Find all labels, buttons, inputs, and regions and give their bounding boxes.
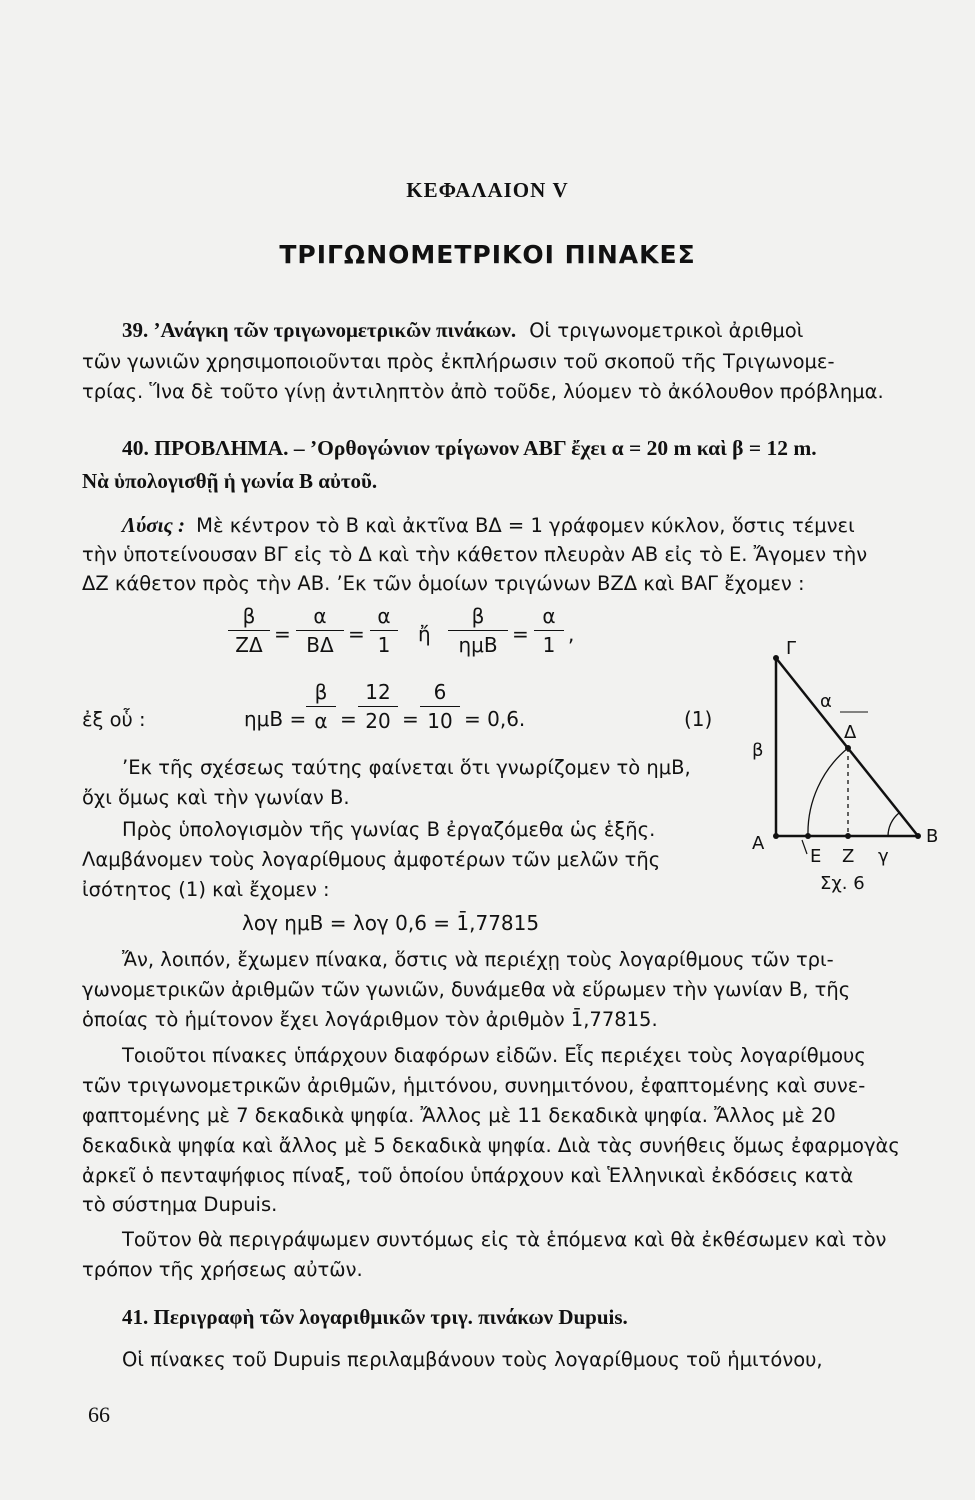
numerator: β — [448, 604, 508, 631]
denominator: ΒΔ — [306, 633, 334, 657]
section-41-line-1: Οἱ πίνακες τοῦ Dupuis περιλαμβάνουν τοὺς λογαρίθμους τοῦ ἡμιτόνου, — [122, 1348, 823, 1371]
solution-text: Μὲ κέντρον τὸ Β καὶ ἀκτῖνα ΒΔ = 1 γράφομεν κύκλον, ὅστις τέμνει — [196, 514, 855, 537]
label-delta: Δ — [844, 722, 857, 743]
paragraph-line: Ἄν, λοιπόν, ἔχωμεν πίνακα, ὅστις νὰ περιέχῃ τοὺς λογαρίθμους τῶν τρι- — [122, 948, 834, 971]
fraction — [296, 604, 344, 657]
comma: , — [568, 622, 575, 646]
denominator: α — [314, 709, 328, 733]
paragraph-line: τὸ σύστημα Dupuis. — [82, 1193, 278, 1216]
equals-sign: = — [274, 622, 291, 646]
figure-caption: Σχ. 6 — [820, 873, 865, 894]
point-delta — [845, 745, 851, 751]
equation-number: (1) — [684, 707, 713, 731]
denominator: ΖΔ — [235, 633, 263, 657]
solution-line-2: τὴν ὑποτείνουσαν ΒΓ εἰς τὸ Δ καὶ τὴν κάθετον πλευρὰν ΑΒ εἰς τὸ Ε. Ἄγομεν τὴν — [82, 543, 868, 566]
label-gamma: γ — [878, 846, 889, 867]
paragraph-line: ὄχι ὅμως καὶ τὴν γωνίαν Β. — [82, 786, 350, 809]
denominator: 20 — [365, 709, 391, 733]
fraction — [534, 604, 564, 657]
equals-sign: = — [512, 622, 529, 646]
paragraph-line: Τοῦτον θὰ περιγράψωμεν συντόμως εἰς τὰ ἑπόμενα καὶ θὰ ἐκθέσωμεν καὶ τὸν — [122, 1228, 887, 1251]
solution-label: Λύσις : — [122, 513, 186, 537]
section-39-line-2: τῶν γωνιῶν χρησιμοποιοῦνται πρὸς ἐκπλήρωσιν τοῦ σκοποῦ τῆς Τριγωνομε- — [82, 350, 835, 373]
page-number: 66 — [88, 1402, 110, 1427]
chapter-heading: ΚΕΦΑΛΑΙΟΝ V — [406, 178, 569, 202]
fraction — [420, 680, 460, 733]
equals-sign: = — [348, 622, 365, 646]
chapter-title: ΤΡΙΓΩΝΟΜΕΤΡΙΚΟΙ ΠΙΝΑΚΕΣ — [279, 240, 696, 269]
numerator: β — [228, 604, 270, 631]
label-a: Α — [752, 833, 765, 854]
denominator: 10 — [427, 709, 453, 733]
numerator: 12 — [358, 680, 398, 707]
section-39-line-3: τρίας. Ἵνα δὲ τοῦτο γίνῃ ἀντιληπτὸν ἀπὸ τοῦδε, λύομεν τὸ ἀκόλουθον πρόβλημα. — [82, 380, 884, 403]
figure-right-triangle — [740, 640, 950, 900]
paragraph-line: τῶν τριγωνομετρικῶν ἀριθμῶν, ἡμιτόνου, συνημιτόνου, ἐφαπτομένης καὶ συνε- — [82, 1074, 866, 1097]
fraction — [358, 680, 398, 733]
arc — [808, 748, 848, 836]
paragraph-line: φαπτομένης μὲ 7 δεκαδικὰ ψηφία. Ἄλλος μὲ 11 δεκαδικὰ ψηφία. Ἄλλος μὲ 20 — [82, 1104, 836, 1127]
section-39-first-line — [122, 318, 803, 343]
point-e — [805, 833, 811, 839]
fraction — [370, 604, 398, 657]
numerator: 6 — [420, 680, 460, 707]
paragraph-line: Λαμβάνομεν τοὺς λογαρίθμους ἀμφοτέρων τῶν μελῶν τῆς — [82, 848, 661, 871]
paragraph-line: τρόπον τῆς χρήσεως αὐτῶν. — [82, 1258, 363, 1281]
paragraph-line: ὁποίας τὸ ἡμίτονον ἔχει λογάριθμον τὸν ἀριθμὸν 1̄,77815. — [82, 1008, 658, 1031]
paragraph-line: ἀρκεῖ ὁ πενταψήφιος πίναξ, τοῦ ὁποίου ὑπάρχουν καὶ Ἑλληνικαὶ ἐκδόσεις κατὰ — [82, 1164, 854, 1187]
sine-b-lhs: ημΒ = — [244, 707, 307, 731]
label-g: Γ — [786, 640, 797, 659]
log-equation: λογ ημΒ = λογ 0,6 = 1̄,77815 — [242, 911, 540, 935]
label-beta: β — [752, 740, 764, 761]
from-which-label: ἐξ οὗ : — [82, 708, 146, 731]
denominator: 1 — [542, 633, 556, 657]
tick-e — [802, 840, 807, 854]
numerator: α — [370, 604, 398, 631]
solution-first-line — [122, 513, 855, 538]
paragraph-line: Πρὸς ὑπολογισμὸν τῆς γωνίας Β ἐργαζόμεθα ὡς ἑξῆς. — [122, 818, 656, 841]
equals-sign: = — [340, 707, 357, 731]
angle-gamma-arc — [888, 813, 899, 836]
label-alpha: α — [820, 691, 832, 712]
denominator: 1 — [377, 633, 391, 657]
fraction — [228, 604, 270, 657]
solution-line-3: ΔΖ κάθετον πρὸς τὴν ΑΒ. ’Εκ τῶν ὁμοίων τριγώνων ΒΖΔ καὶ ΒΑΓ ἔχομεν : — [82, 572, 805, 595]
label-z: Ζ — [842, 846, 855, 867]
numerator: α — [534, 604, 564, 631]
paragraph-line: ἰσότητος (1) καὶ ἔχομεν : — [82, 878, 330, 901]
section-39-text: Οἱ τριγωνομετρικοὶ ἀριθμοὶ — [529, 319, 804, 342]
result-value: = 0,6. — [464, 707, 526, 731]
numerator: β — [306, 680, 336, 707]
paragraph-line: ’Εκ τῆς σχέσεως ταύτης φαίνεται ὅτι γνωρίζομεν τὸ ημΒ, — [122, 756, 691, 779]
paragraph-line: Τοιοῦτοι πίνακες ὑπάρχουν διαφόρων εἰδῶν. Εἷς περιέχει τοὺς λογαρίθμους — [122, 1044, 866, 1067]
paragraph-line: γωνομετρικῶν ἀριθμῶν τῶν γωνιῶν, δυνάμεθα νὰ εὕρωμεν τὴν γωνίαν Β, τῆς — [82, 978, 851, 1001]
fraction — [448, 604, 508, 657]
point-g — [773, 655, 779, 661]
equals-sign: = — [402, 707, 419, 731]
label-b: Β — [926, 826, 939, 847]
section-41-heading: 41. Περιγραφὴ τῶν λογαριθμικῶν τριγ. πινάκων Dupuis. — [122, 1305, 628, 1329]
denominator: ημΒ — [458, 633, 498, 657]
point-a — [773, 833, 779, 839]
numerator: α — [296, 604, 344, 631]
or-word: ἤ — [418, 622, 431, 646]
point-b — [915, 833, 921, 839]
section-40-heading: 40. ΠΡΟΒΛΗΜΑ. – ’Ορθογώνιον τρίγωνον ΑΒΓ ἔχει α = 20 m καὶ β = 12 m. — [122, 436, 817, 460]
label-e: Ε — [810, 846, 822, 867]
section-39-heading: 39. ’Ανάγκη τῶν τριγωνομετρικῶν πινάκων. — [122, 318, 517, 342]
point-z — [845, 833, 851, 839]
fraction — [306, 680, 336, 733]
section-40-question: Νὰ ὑπολογισθῇ ἡ γωνία Β αὐτοῦ. — [82, 469, 378, 493]
paragraph-line: δεκαδικὰ ψηφία καὶ ἄλλος μὲ 5 δεκαδικὰ ψηφία. Διὰ τὰς συνήθεις ὅμως ἐφαρμογὰς — [82, 1134, 900, 1157]
